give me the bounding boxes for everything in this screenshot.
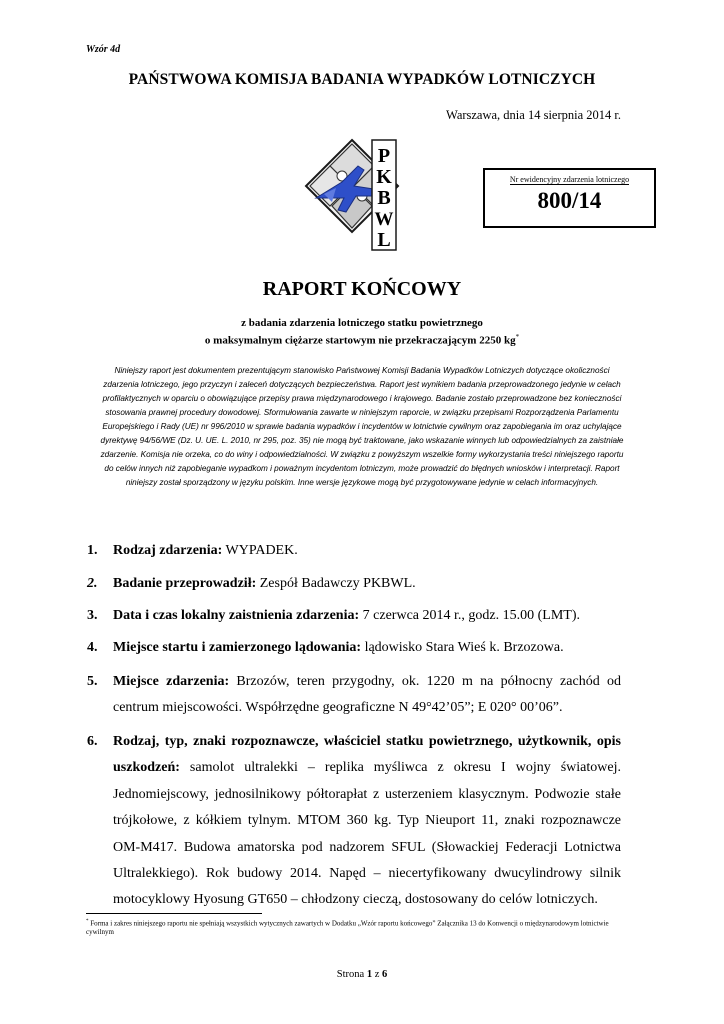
svg-text:L: L (377, 229, 391, 251)
item-text: samolot ultralekki – replika myśliwca z okresu I wojny światowej. Jednomiejscowy, jednosilnikowy półtorapłat z usterzeniem klasycznym. Podwozie stałe trójkołowe, z kółkiem tylnym. MTOM 360 kg. Typ Nieuport 11, znaki rozpoznawcze OM-M417. Budowa amatorska pod nadzorem SFUL (Słowackiej Federacji Lotnictwa Ultralekkiego). Rok budowy 2014. Napęd – niecertyfikowany dwucylindrowy silnik motocyklowy Hyosung GT650 – chłodzony cieczą, dostosowany do celów lotniczych. (113, 760, 621, 908)
disclaimer-paragraph: Niniejszy raport jest dokumentem prezentującym stanowisko Państwowej Komisji Badania Wypadków Lotniczych dotyczące okoliczności zdarzenia lotniczego, jego przyczyn i zaleceń dotyczących bezpieczeństwa. Raport jest wynikiem badania przeprowadzonego jedynie w celach profilaktycznych w oparciu o obowiązujące przepisy prawa międzynarodowego i krajowego. Badanie zostało przeprowadzone bez konieczności stosowania prawnej procedury dowodowej. Sformułowania zawarte w niniejszym raporcie, w związku przepisami Rozporządzenia Parlamentu Europejskiego i Rady (UE) nr 996/2010 w sprawie badania wypadków i incydentów w lotnictwie cywilnym oraz zapobiegania im oraz uchylające dyrektywę 94/56/WE (Dz. U. UE. L. 2010, nr 295, poz. 35) nie mogą być traktowane, jako wskazanie winnych lub odpowiedzialnych za zaistniałe zdarzenie. Komisja nie orzeka, co do winy i odpowiedzialności. W związku z powyższym wszelkie formy wykorzystania treści niniejszego raportu do celów innych niż zapobieganie wypadkom i poważnym incydentom lotniczym, może prowadzić do błędnych wniosków i interpretacji. Raport niniejszy został sporządzony w języku polskim. Inne wersje językowe mogą być przygotowywane jedynie w celach informacyjnych. (100, 366, 624, 487)
footnote-divider (86, 913, 262, 914)
form-label: Wzór 4d (86, 44, 121, 55)
item-4 (87, 636, 621, 660)
report-title: RAPORT KOŃCOWY (262, 278, 462, 300)
item-1 (87, 539, 621, 563)
page-number: Strona 1 z 6 (336, 969, 388, 980)
place-date: Warszawa, dnia 14 sierpnia 2014 r. (446, 108, 621, 122)
footnote-text: Forma i zakres niniejszego raportu nie spełniają wszystkich wytycznych zawartych w Dodatku „Wzór raportu końcowego” Załącznika 13 do Konwencji o międzynarodowym lotnictwie cywilnym (86, 919, 609, 937)
footnote-mark: * (86, 919, 89, 924)
evidence-number: 800/14 (537, 188, 602, 213)
item-label: Miejsce startu i zamierzonego lądowania: (113, 640, 362, 655)
evidence-number-box (483, 168, 656, 228)
item-text: lądowisko Stara Wieś k. Brzozowa. (361, 640, 564, 655)
item-5 (87, 669, 621, 721)
item-2 (87, 572, 621, 596)
item-number: 1. (87, 543, 98, 558)
current-page: 1 (366, 969, 373, 980)
item-text: Brzozów, teren przygodny, ok. 1220 m na północny zachód od centrum miejscowości. Współrzędne geograficzne N 49°42’05”; E 020° 00’06”. (113, 674, 621, 715)
item-label: Badanie przeprowadził: (113, 576, 257, 591)
item-label: Miejsce zdarzenia: (113, 674, 230, 689)
item-text: WYPADEK. (222, 543, 298, 558)
total-pages: 6 (381, 969, 388, 980)
subtitle-line-1: z badania zdarzenia lotniczego statku powietrznego (241, 317, 483, 329)
item-6 (87, 729, 621, 914)
item-number: 3. (87, 608, 98, 623)
item-number: 5. (87, 674, 98, 689)
subtitle-line-2: o maksymalnym ciężarze startowym nie przekraczającym 2250 kg* (204, 333, 520, 347)
item-number: 2. (87, 576, 98, 591)
item-number: 4. (87, 640, 98, 655)
footnote (86, 917, 626, 937)
report-subtitle (0, 316, 724, 348)
item-3 (87, 604, 621, 628)
svg-text:K: K (376, 166, 392, 188)
svg-text:P: P (377, 145, 391, 167)
svg-text:W: W (374, 209, 394, 230)
item-label: Rodzaj, typ, znaki rozpoznawcze, właściciel statku powietrznego, użytkownik, opis uszkodzeń: (113, 734, 621, 776)
pkbwl-logo (302, 136, 412, 254)
item-label: Rodzaj zdarzenia: (113, 543, 223, 558)
footnote-ref: * (515, 333, 520, 341)
item-label: Data i czas lokalny zaistnienia zdarzenia: (113, 608, 360, 623)
commission-name: PAŃSTWOWA KOMISJA BADANIA WYPADKÓW LOTNICZYCH (128, 71, 596, 88)
evidence-label: Nr ewidencyjny zdarzenia lotniczego (509, 175, 630, 184)
item-text: 7 czerwca 2014 r., godz. 15.00 (LMT). (359, 608, 580, 623)
item-number: 6. (87, 734, 98, 749)
svg-text:B: B (377, 187, 391, 209)
item-text: Zespół Badawczy PKBWL. (256, 576, 416, 591)
